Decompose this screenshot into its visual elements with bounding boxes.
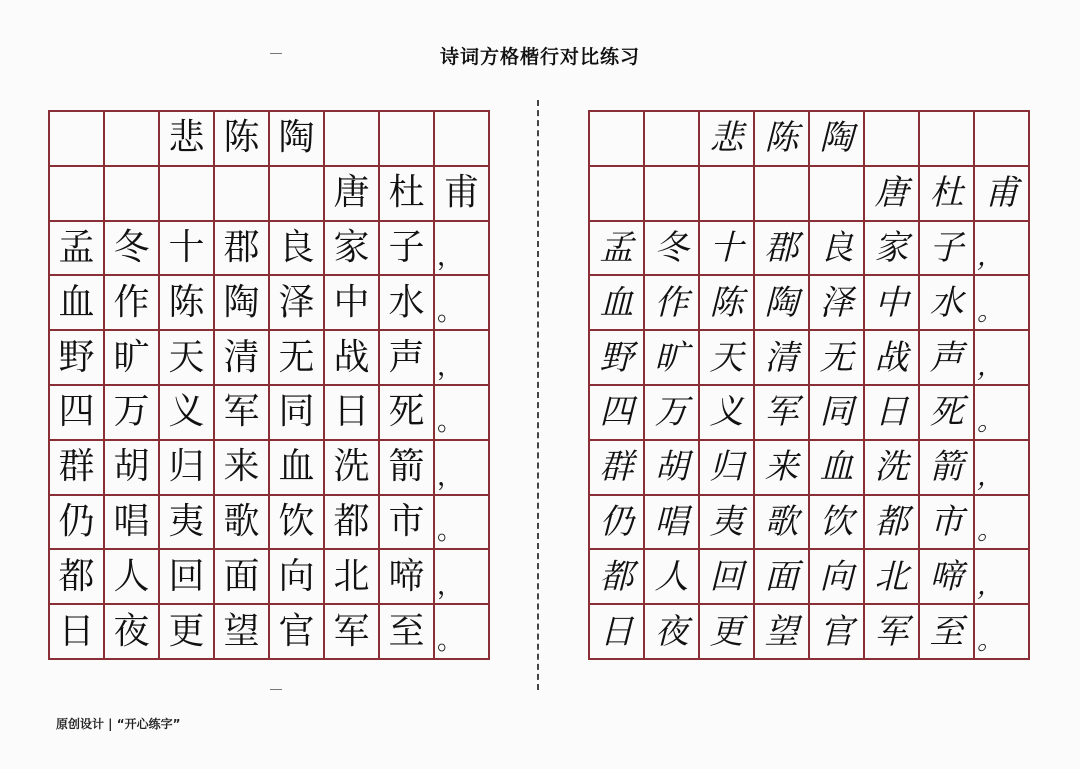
grid-cell: 冬 bbox=[105, 222, 160, 277]
grid-cell: ， bbox=[975, 331, 1030, 386]
cut-line-divider bbox=[537, 100, 539, 690]
grid-cell: 同 bbox=[270, 386, 325, 441]
grid-cell: 面 bbox=[755, 550, 810, 605]
grid-cell: 官 bbox=[270, 605, 325, 660]
grid-cell: 官 bbox=[810, 605, 865, 660]
grid-cell: 陈 bbox=[700, 276, 755, 331]
grid-cell: 人 bbox=[105, 550, 160, 605]
grid-cell: ， bbox=[435, 222, 490, 277]
grid-cell: 。 bbox=[435, 276, 490, 331]
grid-cell: 义 bbox=[160, 386, 215, 441]
grid-cell bbox=[755, 167, 810, 222]
grid-cell: 无 bbox=[270, 331, 325, 386]
grid-cell: 唐 bbox=[865, 167, 920, 222]
grid-cell: 十 bbox=[700, 222, 755, 277]
grid-cell: 陈 bbox=[755, 112, 810, 167]
grid-cell: 更 bbox=[160, 605, 215, 660]
grid-cell: 都 bbox=[590, 550, 645, 605]
grid-cell: 十 bbox=[160, 222, 215, 277]
grid-cell: 死 bbox=[380, 386, 435, 441]
grid-cell: 陈 bbox=[160, 276, 215, 331]
grid-cell: 郡 bbox=[755, 222, 810, 277]
grid-cell bbox=[105, 112, 160, 167]
grid-cell: 杜 bbox=[380, 167, 435, 222]
grid-cell: 家 bbox=[865, 222, 920, 277]
grid-cell: 陈 bbox=[215, 112, 270, 167]
grid-cell: 面 bbox=[215, 550, 270, 605]
grid-cell: 向 bbox=[270, 550, 325, 605]
grid-cell: 夜 bbox=[105, 605, 160, 660]
grid-cell: 都 bbox=[50, 550, 105, 605]
grid-cell: 旷 bbox=[645, 331, 700, 386]
grid-cell bbox=[810, 167, 865, 222]
grid-cell: 四 bbox=[590, 386, 645, 441]
grid-cell: 唱 bbox=[645, 496, 700, 551]
grid-cell: 声 bbox=[920, 331, 975, 386]
grid-cell bbox=[215, 167, 270, 222]
grid-cell: 群 bbox=[590, 441, 645, 496]
grid-cell: 子 bbox=[380, 222, 435, 277]
grid-cell: 陶 bbox=[810, 112, 865, 167]
grid-cell bbox=[50, 167, 105, 222]
grid-cell: 战 bbox=[865, 331, 920, 386]
grid-cell bbox=[865, 112, 920, 167]
grid-cell bbox=[325, 112, 380, 167]
grid-cell: 归 bbox=[700, 441, 755, 496]
grid-cell: 军 bbox=[755, 386, 810, 441]
grid-cell: 啼 bbox=[920, 550, 975, 605]
grid-cell bbox=[50, 112, 105, 167]
grid-cell: 血 bbox=[810, 441, 865, 496]
grid-cell: 陶 bbox=[215, 276, 270, 331]
grid-cell: 回 bbox=[700, 550, 755, 605]
grid-cell: 军 bbox=[215, 386, 270, 441]
grid-cell: 日 bbox=[590, 605, 645, 660]
grid-cell: 歌 bbox=[215, 496, 270, 551]
grid-cell: 泽 bbox=[810, 276, 865, 331]
grid-cell: 来 bbox=[215, 441, 270, 496]
grid-cell bbox=[590, 112, 645, 167]
grid-cell: 天 bbox=[700, 331, 755, 386]
grid-cell: 箭 bbox=[380, 441, 435, 496]
grid-cell: 唐 bbox=[325, 167, 380, 222]
grid-cell: 市 bbox=[920, 496, 975, 551]
grid-cell: 至 bbox=[380, 605, 435, 660]
grid-cell: 日 bbox=[325, 386, 380, 441]
grid-cell: 回 bbox=[160, 550, 215, 605]
grid-cell: 胡 bbox=[645, 441, 700, 496]
grid-cell: 人 bbox=[645, 550, 700, 605]
grid-cell: 。 bbox=[435, 605, 490, 660]
grid-cell: 万 bbox=[105, 386, 160, 441]
grid-cell: 啼 bbox=[380, 550, 435, 605]
grid-cell: 中 bbox=[865, 276, 920, 331]
grid-cell: 军 bbox=[325, 605, 380, 660]
grid-cell: 子 bbox=[920, 222, 975, 277]
grid-cell: 望 bbox=[215, 605, 270, 660]
grid-cell: 至 bbox=[920, 605, 975, 660]
grid-cell: 日 bbox=[50, 605, 105, 660]
grid-cell: 胡 bbox=[105, 441, 160, 496]
grid-cell: 夜 bbox=[645, 605, 700, 660]
grid-cell: 军 bbox=[865, 605, 920, 660]
grid-cell: 血 bbox=[50, 276, 105, 331]
grid-cell: 饮 bbox=[270, 496, 325, 551]
grid-cell: 都 bbox=[865, 496, 920, 551]
grid-cell: 向 bbox=[810, 550, 865, 605]
grid-cell: ， bbox=[435, 550, 490, 605]
grid-cell: 日 bbox=[865, 386, 920, 441]
grid-cell: 死 bbox=[920, 386, 975, 441]
grid-cell: ， bbox=[435, 331, 490, 386]
grid-cell: 归 bbox=[160, 441, 215, 496]
grid-cell: 血 bbox=[270, 441, 325, 496]
grid-cell: 万 bbox=[645, 386, 700, 441]
grid-cell: 野 bbox=[590, 331, 645, 386]
top-binding-mark bbox=[270, 53, 282, 54]
grid-cell: 中 bbox=[325, 276, 380, 331]
grid-cell: 陶 bbox=[270, 112, 325, 167]
grid-cell: 来 bbox=[755, 441, 810, 496]
grid-cell: 望 bbox=[755, 605, 810, 660]
grid-cell: 群 bbox=[50, 441, 105, 496]
grid-cell: 洗 bbox=[325, 441, 380, 496]
grid-cell bbox=[160, 167, 215, 222]
grid-cell: 作 bbox=[645, 276, 700, 331]
grid-cell: 。 bbox=[435, 386, 490, 441]
grid-cell: 义 bbox=[700, 386, 755, 441]
grid-cell: 冬 bbox=[645, 222, 700, 277]
grid-cell: 旷 bbox=[105, 331, 160, 386]
grid-cell: 家 bbox=[325, 222, 380, 277]
xingshu-practice-grid bbox=[588, 110, 1030, 660]
grid-cell: 天 bbox=[160, 331, 215, 386]
grid-cell: ， bbox=[975, 441, 1030, 496]
grid-cell: 北 bbox=[865, 550, 920, 605]
grid-cell: 。 bbox=[975, 386, 1030, 441]
grid-cell: 声 bbox=[380, 331, 435, 386]
grid-cell: 更 bbox=[700, 605, 755, 660]
grid-cell: 良 bbox=[270, 222, 325, 277]
grid-cell: 杜 bbox=[920, 167, 975, 222]
grid-cell: 箭 bbox=[920, 441, 975, 496]
grid-cell: 泽 bbox=[270, 276, 325, 331]
grid-cell: 孟 bbox=[50, 222, 105, 277]
grid-cell: 歌 bbox=[755, 496, 810, 551]
grid-cell: 水 bbox=[380, 276, 435, 331]
grid-cell bbox=[105, 167, 160, 222]
grid-cell: 。 bbox=[975, 605, 1030, 660]
grid-cell: 都 bbox=[325, 496, 380, 551]
grid-cell bbox=[645, 112, 700, 167]
page-title: 诗词方格楷行对比练习 bbox=[439, 46, 640, 68]
grid-cell: 无 bbox=[810, 331, 865, 386]
grid-cell: 。 bbox=[975, 496, 1030, 551]
grid-cell: ， bbox=[435, 441, 490, 496]
grid-cell: 市 bbox=[380, 496, 435, 551]
grid-cell bbox=[920, 112, 975, 167]
grid-cell: 饮 bbox=[810, 496, 865, 551]
grid-cell: 仍 bbox=[50, 496, 105, 551]
grid-cell: 孟 bbox=[590, 222, 645, 277]
grid-cell: 郡 bbox=[215, 222, 270, 277]
grid-cell: 。 bbox=[435, 496, 490, 551]
grid-cell: 。 bbox=[975, 276, 1030, 331]
grid-cell: 陶 bbox=[755, 276, 810, 331]
grid-cell: 悲 bbox=[700, 112, 755, 167]
grid-cell bbox=[700, 167, 755, 222]
kaishu-practice-grid bbox=[48, 110, 490, 660]
grid-cell bbox=[435, 112, 490, 167]
grid-cell: 甫 bbox=[435, 167, 490, 222]
grid-cell: 作 bbox=[105, 276, 160, 331]
grid-cell bbox=[645, 167, 700, 222]
grid-cell: 清 bbox=[215, 331, 270, 386]
footer-credit: 原创设计 | “开心练字” bbox=[56, 717, 181, 731]
grid-cell bbox=[590, 167, 645, 222]
grid-cell: 四 bbox=[50, 386, 105, 441]
grid-cell: 良 bbox=[810, 222, 865, 277]
grid-cell: 清 bbox=[755, 331, 810, 386]
grid-cell: 仍 bbox=[590, 496, 645, 551]
grid-cell: 血 bbox=[590, 276, 645, 331]
grid-cell: ， bbox=[975, 222, 1030, 277]
grid-cell: 夷 bbox=[700, 496, 755, 551]
grid-cell: 北 bbox=[325, 550, 380, 605]
grid-cell: ， bbox=[975, 550, 1030, 605]
grid-cell: 洗 bbox=[865, 441, 920, 496]
grid-cell: 悲 bbox=[160, 112, 215, 167]
grid-cell bbox=[270, 167, 325, 222]
grid-cell: 夷 bbox=[160, 496, 215, 551]
grid-cell: 甫 bbox=[975, 167, 1030, 222]
bottom-binding-mark bbox=[270, 689, 282, 690]
grid-cell: 野 bbox=[50, 331, 105, 386]
grid-cell: 唱 bbox=[105, 496, 160, 551]
grid-cell: 同 bbox=[810, 386, 865, 441]
grid-cell: 水 bbox=[920, 276, 975, 331]
grid-cell: 战 bbox=[325, 331, 380, 386]
grid-cell bbox=[975, 112, 1030, 167]
grid-cell bbox=[380, 112, 435, 167]
